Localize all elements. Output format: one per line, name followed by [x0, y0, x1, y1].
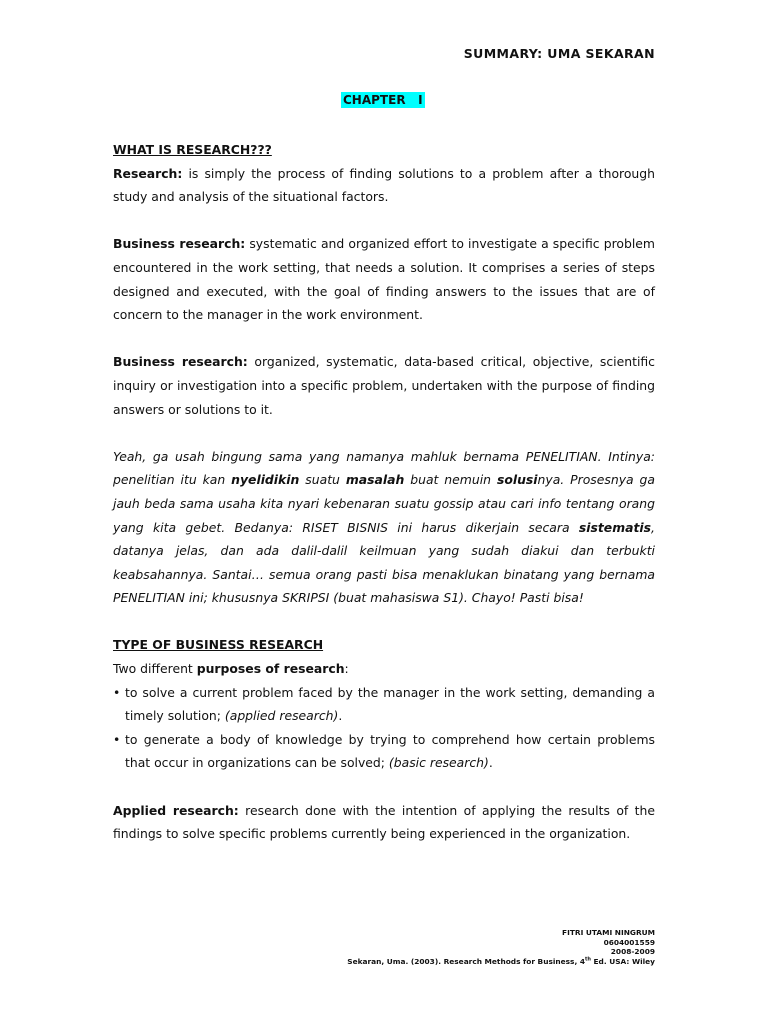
note-text: nya. Prosesnya ga jauh beda sama usaha kita nyari kebenaran suatu gossip atau cari info tentang orang yang kita gebet. Bedanya: RISET BISNIS ini harus dikerjain secara [113, 472, 655, 535]
list-item-end: . [338, 708, 343, 724]
note-bold-word: sistematis [578, 519, 652, 535]
note-bold-word: nyelidikin [231, 472, 300, 488]
academic-year: 2008-2009 [610, 947, 655, 957]
business-research-text-2: organized, systematic, data-based critical, objective, scientific inquiry or investigation into a specific problem, undertaken with the purpose of finding answers or solutions to it. [113, 354, 655, 417]
section-heading-type-of-business-research: TYPE OF BUSINESS RESEARCH [113, 637, 324, 653]
chapter-label: CHAPTER I [343, 93, 423, 107]
research-definition-text: is simply the process of finding solutions to a problem after a thorough study and analysis of the situational factors. [113, 165, 655, 205]
indonesian-note [113, 445, 655, 610]
running-header: SUMMARY: UMA SEKARAN [463, 46, 655, 61]
intro-text: Two different [113, 661, 197, 677]
term-business-research: Business research: [113, 236, 246, 252]
research-definition [113, 162, 655, 209]
citation-text: Sekaran, Uma. (2003). Research Methods for Business, 4 [347, 956, 585, 966]
list-item-text: to generate a body of knowledge by trying to comprehend how certain problems that occur in organizations can be solved; [125, 731, 655, 771]
list-item-text: to solve a current problem faced by the manager in the work setting, demanding a timely solution; [125, 684, 655, 724]
author-name: FITRI UTAMI NINGRUM [562, 928, 655, 937]
note-bold-word: masalah [345, 472, 405, 488]
note-bold-word: solusi [496, 472, 538, 488]
note-text: , datanya jelas, dan ada dalil-dalil keilmuan yang sudah diakui dan terbukti keabsahannya. Santai… semua orang pasti bisa menaklukan binatang yang bernama PENELITIAN ini; khususnya SKRIPSI (buat mahasiswa S1). Chayo! Pasti bisa! [113, 519, 655, 606]
term-business-research: Business research: [113, 354, 248, 370]
document-body [113, 138, 655, 846]
list-item-italic: (applied research) [224, 708, 339, 724]
section-heading-what-is-research: WHAT IS RESEARCH??? [113, 142, 272, 157]
purposes-list [113, 681, 655, 775]
bullet-icon: • [113, 731, 121, 747]
applied-research-text: research done with the intention of applying the results of the findings to solve specific problems currently being experienced in the organization. [113, 802, 655, 842]
term-research: Research: [113, 165, 183, 181]
note-text: suatu [299, 472, 346, 488]
note-text: Yeah, ga usah bingung sama yang namanya mahluk bernama PENELITIAN. Intinya: penelitian itu kan [113, 448, 655, 488]
intro-bold: purposes of research [196, 661, 345, 677]
business-research-text-1: systematic and organized effort to investigate a specific problem encountered in the work setting, that needs a solution. It comprises a series of steps designed and executed, with the goal of finding answers to the issues that are of concern to the manager in the work environment. [113, 236, 655, 323]
citation-superscript: th [584, 956, 591, 963]
list-item [113, 681, 655, 728]
purposes-intro [113, 657, 655, 681]
business-research-definition-1 [113, 232, 655, 326]
applied-research-definition [113, 799, 655, 846]
reference-citation [347, 957, 655, 967]
business-research-definition-2 [113, 350, 655, 421]
citation-text-end: Ed. USA: Wiley [590, 956, 655, 966]
term-applied-research: Applied research: [113, 802, 239, 818]
list-item-italic: (basic research) [388, 755, 489, 771]
list-item-end: . [488, 755, 493, 771]
student-id: 0604001559 [603, 937, 655, 947]
intro-colon: : [344, 661, 349, 677]
list-item [113, 728, 655, 775]
page-footer [347, 928, 655, 966]
note-text: buat nemuin [404, 472, 497, 488]
bullet-icon: • [113, 684, 121, 700]
